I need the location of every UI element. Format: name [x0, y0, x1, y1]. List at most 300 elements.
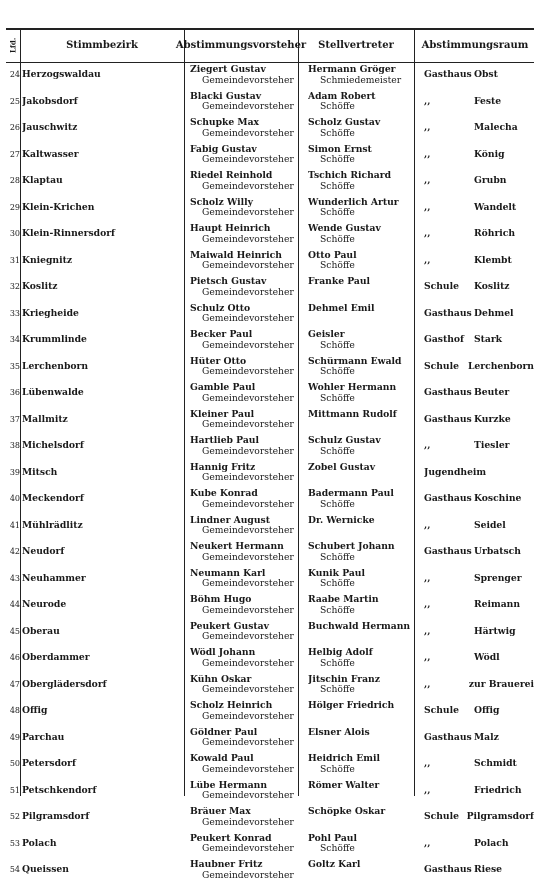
deputy-cell [308, 198, 418, 219]
head-name: Göldner Paul [190, 727, 258, 738]
deputy-name: Otto Paul [308, 250, 357, 261]
room-prefix: ,, [424, 123, 431, 133]
room-prefix: ,, [424, 679, 431, 690]
table-row [6, 275, 534, 302]
head-name: Fabig Gustav [190, 144, 257, 155]
head-name: Pietsch Gustav [190, 277, 267, 287]
room-prefix: Gasthaus [424, 308, 472, 319]
deputy-cell [308, 622, 418, 633]
deputy-role: Schöffe [320, 843, 355, 854]
room-cell [424, 627, 534, 638]
deputy-cell [308, 595, 418, 616]
deputy-cell [308, 118, 418, 139]
table-row [6, 487, 534, 514]
room-prefix: ,, [424, 441, 431, 451]
deputy-cell [308, 304, 418, 315]
room-cell [424, 653, 534, 664]
district-name: Neudorf [22, 547, 65, 557]
room-name: Offig [474, 706, 500, 716]
head-cell [190, 330, 302, 351]
deputy-name: Helbig Adolf [308, 648, 373, 658]
row-number: 49 [9, 732, 20, 742]
deputy-cell [308, 648, 418, 669]
deputy-role: Schöffe [320, 154, 355, 165]
head-cell [190, 224, 302, 245]
deputy-cell [308, 171, 418, 192]
room-cell [424, 759, 534, 770]
row-number: 51 [9, 785, 20, 795]
room-prefix: Gasthof [424, 335, 464, 345]
room-prefix: ,, [424, 202, 431, 213]
table-row [6, 858, 534, 885]
head-name: Schulz Otto [190, 303, 251, 314]
deputy-name: Simon Ernst [308, 144, 372, 155]
deputy-name: Kunik Paul [308, 568, 365, 579]
deputy-role: Schöffe [320, 127, 355, 139]
table-row [6, 169, 534, 196]
head-cell [190, 648, 302, 669]
deputy-name: Heidrich Emil [308, 754, 380, 764]
room-prefix: ,, [424, 600, 431, 610]
deputy-role: Schöffe [320, 498, 355, 510]
table-row [6, 646, 534, 673]
head-cell [190, 118, 302, 139]
room-cell [424, 521, 534, 532]
head-role: Gemeindevorsteher [202, 551, 294, 563]
deputy-name: Raabe Martin [308, 595, 379, 605]
table-row [6, 514, 534, 541]
head-role: Gemeindevorsteher [202, 790, 294, 801]
head-name: Peukert Konrad [190, 833, 272, 844]
head-role: Gemeindevorsteher [202, 684, 294, 695]
room-prefix: ,, [424, 149, 431, 160]
deputy-name: Schulz Gustav [308, 436, 381, 446]
table-row [6, 461, 534, 488]
deputy-role: Schöffe [320, 260, 355, 271]
deputy-name: Wende Gustav [308, 224, 381, 234]
room-cell [424, 123, 534, 134]
deputy-name: Jitschin Franz [308, 674, 380, 685]
room-cell [424, 706, 534, 717]
row-number: 41 [9, 520, 20, 530]
table-row [6, 381, 534, 408]
room-name: Seidel [474, 520, 506, 531]
district-name: Queissen [22, 865, 69, 875]
row-number: 37 [9, 414, 20, 424]
deputy-name: Hermann Gröger [308, 65, 396, 75]
deputy-cell [308, 92, 418, 113]
deputy-role: Schöffe [320, 657, 355, 669]
head-cell [190, 489, 302, 510]
row-number: 47 [9, 679, 20, 689]
district-name: Lerchenborn [22, 361, 89, 372]
deputy-name: Buchwald Hermann [308, 621, 411, 632]
deputy-role: Schöffe [320, 233, 355, 245]
room-cell [424, 786, 534, 797]
room-name: Feste [474, 96, 502, 107]
room-prefix: Schule [424, 812, 459, 822]
district-name: Jakobsdorf [22, 96, 78, 107]
deputy-role: Schöffe [320, 180, 355, 192]
head-cell [190, 410, 302, 431]
district-name: Klein-Krichen [22, 202, 95, 213]
table-row [6, 593, 534, 620]
head-name: Ziegert Gustav [190, 65, 266, 75]
row-number: 29 [9, 202, 20, 212]
head-role: Gemeindevorsteher [202, 657, 294, 669]
room-name: Polach [474, 838, 509, 849]
room-prefix: ,, [424, 229, 431, 239]
row-number: 50 [9, 759, 20, 768]
head-name: Kleiner Paul [190, 409, 255, 420]
deputy-name: Schöpke Oskar [308, 807, 386, 817]
row-number: 27 [9, 149, 20, 159]
room-cell [424, 600, 534, 611]
room-prefix: Gasthaus [424, 70, 472, 80]
room-cell [424, 97, 534, 108]
head-role: Gemeindevorsteher [202, 710, 294, 722]
head-name: Kube Konrad [190, 489, 258, 499]
room-prefix: Schule [424, 282, 459, 292]
deputy-cell [308, 489, 418, 510]
district-name: Mitsch [22, 467, 58, 478]
head-name: Lübe Hermann [190, 780, 268, 791]
deputy-name: Schürmann Ewald [308, 356, 402, 367]
head-cell [190, 622, 302, 643]
head-role: Gemeindevorsteher [202, 180, 294, 192]
row-number: 25 [9, 96, 20, 106]
head-role: Gemeindevorsteher [202, 233, 294, 245]
head-cell [190, 383, 302, 404]
room-name: Klembt [474, 255, 512, 266]
deputy-cell [308, 277, 418, 288]
room-prefix: Gasthaus [424, 547, 472, 557]
head-role: Gemeindevorsteher [202, 816, 294, 828]
deputy-role: Schöffe [320, 207, 355, 218]
district-name: Parchau [22, 732, 65, 743]
deputy-cell [308, 701, 418, 712]
head-name: Haubner Fritz [190, 860, 263, 870]
room-cell [424, 812, 534, 823]
head-name: Wödl Johann [190, 648, 256, 658]
head-role: Gemeindevorsteher [202, 604, 294, 616]
room-cell [424, 309, 534, 320]
head-name: Neukert Hermann [190, 542, 284, 552]
district-name: Neuhammer [22, 573, 86, 584]
row-number: 32 [9, 282, 20, 291]
room-prefix: ,, [424, 785, 431, 796]
deputy-cell [308, 145, 418, 166]
room-cell [424, 203, 534, 214]
head-cell [190, 171, 302, 192]
deputy-cell [308, 728, 418, 739]
deputy-name: Elsner Alois [308, 727, 370, 738]
deputy-name: Dr. Wernicke [308, 515, 375, 526]
deputy-name: Franke Paul [308, 277, 371, 287]
deputy-cell [308, 410, 418, 421]
room-name: Grubn [474, 176, 507, 186]
head-role: Gemeindevorsteher [202, 869, 294, 881]
table-row [6, 63, 534, 90]
district-name: Koslitz [22, 282, 58, 292]
deputy-name: Tschich Richard [308, 171, 392, 181]
head-cell [190, 304, 302, 325]
head-role: Gemeindevorsteher [202, 631, 294, 642]
room-name: König [474, 149, 505, 160]
room-cell [424, 468, 534, 479]
deputy-name: Scholz Gustav [308, 118, 381, 128]
deputy-cell [308, 516, 418, 527]
room-prefix: ,, [424, 573, 431, 584]
room-prefix: ,, [424, 255, 431, 266]
head-cell [190, 436, 302, 457]
row-number: 34 [9, 335, 20, 344]
room-prefix: ,, [424, 653, 431, 663]
table-row [6, 408, 534, 435]
head-role: Gemeindevorsteher [202, 843, 294, 854]
room-cell [424, 441, 534, 452]
row-number: 53 [9, 838, 20, 848]
room-prefix: Schule [424, 706, 459, 716]
room-cell [424, 335, 534, 346]
deputy-cell [308, 463, 418, 474]
deputy-role: Schöffe [320, 551, 355, 563]
deputy-cell [308, 569, 418, 590]
head-role: Gemeindevorsteher [202, 313, 294, 324]
head-name: Becker Paul [190, 330, 253, 340]
room-cell [424, 865, 534, 876]
district-name: Neurode [22, 600, 67, 610]
room-name: Wandelt [474, 202, 517, 213]
district-name: Jauschwitz [22, 123, 78, 133]
room-name: Friedrich [474, 785, 522, 796]
deputy-name: Mittmann Rudolf [308, 409, 397, 420]
head-role: Gemeindevorsteher [202, 207, 294, 218]
table-row [6, 699, 534, 726]
deputy-name: Adam Robert [308, 91, 376, 102]
head-role: Gemeindevorsteher [202, 154, 294, 165]
head-name: Gamble Paul [190, 383, 256, 393]
header-deputy: Stellvertreter [318, 39, 394, 51]
head-name: Hüter Otto [190, 356, 247, 367]
room-name: Röhrich [474, 229, 516, 239]
row-number: 54 [9, 865, 20, 874]
room-name: Härtwig [474, 626, 516, 637]
row-number: 30 [9, 229, 20, 238]
deputy-name: Zobel Gustav [308, 462, 376, 473]
head-name: Böhm Hugo [190, 595, 252, 605]
deputy-role: Schöffe [320, 445, 355, 457]
room-prefix: Gasthaus [424, 732, 472, 743]
district-name: Oberau [22, 626, 60, 637]
room-name: Riese [474, 865, 502, 875]
head-role: Gemeindevorsteher [202, 419, 294, 430]
deputy-role: Schöffe [320, 763, 355, 775]
deputy-name: Badermann Paul [308, 489, 394, 499]
room-name: Malecha [474, 123, 518, 133]
head-role: Gemeindevorsteher [202, 127, 294, 139]
head-role: Gemeindevorsteher [202, 472, 294, 483]
room-cell [424, 256, 534, 267]
room-prefix: ,, [424, 520, 431, 531]
head-cell [190, 198, 302, 219]
room-cell [424, 733, 534, 744]
row-number: 28 [9, 176, 20, 185]
head-cell [190, 595, 302, 616]
district-name: Krummlinde [22, 335, 87, 345]
head-role: Gemeindevorsteher [202, 286, 294, 298]
table-row [6, 726, 534, 753]
head-role: Gemeindevorsteher [202, 737, 294, 748]
room-name: Dehmel [474, 308, 514, 319]
deputy-name: Dehmel Emil [308, 303, 375, 314]
room-name: Koslitz [474, 282, 510, 292]
deputy-role: Schöffe [320, 366, 355, 377]
table-row [6, 620, 534, 647]
table-row [6, 567, 534, 594]
deputy-name: Römer Walter [308, 780, 380, 791]
table-row [6, 540, 534, 567]
room-name: Schmidt [474, 759, 517, 769]
room-cell [424, 150, 534, 161]
head-cell [190, 569, 302, 590]
head-name: Riedel Reinhold [190, 171, 273, 181]
head-role: Gemeindevorsteher [202, 366, 294, 377]
district-name: Petersdorf [22, 759, 76, 769]
district-name: Petschkendorf [22, 785, 97, 796]
head-cell [190, 701, 302, 722]
room-prefix: ,, [424, 838, 431, 849]
room-name: Wödl [474, 653, 500, 663]
room-name: Koschine [474, 494, 522, 504]
head-cell [190, 728, 302, 749]
head-name: Blacki Gustav [190, 91, 262, 102]
table-row [6, 832, 534, 859]
room-cell [424, 282, 534, 293]
head-cell [190, 807, 302, 828]
room-name: Lerchenborn [467, 361, 534, 372]
deputy-role: Schöffe [320, 101, 355, 112]
district-name: Kaltwasser [22, 149, 79, 160]
room-cell [424, 388, 534, 399]
room-name: Stark [474, 335, 503, 345]
deputy-name: Schubert Johann [308, 542, 395, 552]
deputy-cell [308, 860, 418, 871]
district-name: Polach [22, 838, 57, 849]
deputy-cell [308, 542, 418, 563]
deputy-cell [308, 675, 418, 696]
room-cell [424, 574, 534, 585]
table-row [6, 116, 534, 143]
head-role: Gemeindevorsteher [202, 498, 294, 510]
room-prefix: Jugendheim [424, 467, 487, 478]
district-name: Meckendorf [22, 494, 84, 504]
district-name: Mallmitz [22, 414, 68, 425]
head-role: Gemeindevorsteher [202, 339, 294, 351]
table-row [6, 355, 534, 382]
table-row [6, 302, 534, 329]
deputy-name: Hölger Friedrich [308, 701, 395, 711]
room-cell [424, 839, 534, 850]
head-name: Neumann Karl [190, 568, 266, 579]
head-role: Gemeindevorsteher [202, 445, 294, 457]
head-cell [190, 834, 302, 855]
head-cell [190, 781, 302, 802]
row-number: 45 [9, 626, 20, 636]
room-cell [424, 70, 534, 81]
table-row [6, 143, 534, 170]
row-number: 35 [9, 361, 20, 371]
room-name: Sprenger [474, 573, 522, 584]
room-prefix: Gasthaus [424, 388, 472, 398]
head-role: Gemeindevorsteher [202, 392, 294, 404]
head-cell [190, 277, 302, 298]
deputy-role: Schöffe [320, 604, 355, 616]
deputy-name: Wunderlich Artur [308, 197, 399, 208]
deputy-name: Pohl Paul [308, 833, 357, 844]
head-name: Scholz Heinrich [190, 701, 273, 711]
row-number: 42 [9, 547, 20, 556]
row-number: 26 [9, 123, 20, 132]
district-name: Klein-Rinnersdorf [22, 229, 115, 239]
header-head: Abstimmungsvorsteher [175, 39, 307, 51]
head-role: Gemeindevorsteher [202, 74, 294, 86]
head-name: Lindner August [190, 515, 270, 526]
head-cell [190, 675, 302, 696]
room-prefix: Gasthaus [424, 865, 472, 875]
row-number: 39 [9, 467, 20, 477]
head-role: Gemeindevorsteher [202, 101, 294, 112]
table-row [6, 779, 534, 806]
deputy-name: Geisler [308, 330, 345, 340]
head-name: Haupt Heinrich [190, 224, 271, 234]
table-row [6, 328, 534, 355]
head-name: Peukert Gustav [190, 621, 269, 632]
table-row [6, 434, 534, 461]
head-cell [190, 516, 302, 537]
deputy-name: Goltz Karl [308, 860, 361, 870]
head-name: Maiwald Heinrich [190, 250, 282, 261]
table-row [6, 90, 534, 117]
room-name: Obst [474, 70, 498, 80]
head-role: Gemeindevorsteher [202, 763, 294, 775]
room-cell [424, 680, 534, 691]
row-number: 46 [9, 653, 20, 662]
room-cell [424, 494, 534, 505]
head-cell [190, 251, 302, 272]
table-row [6, 249, 534, 276]
room-name: Beuter [474, 388, 510, 398]
room-cell [424, 176, 534, 187]
header-room: Abstimmungsraum [421, 39, 529, 51]
head-cell [190, 754, 302, 775]
deputy-cell [308, 65, 418, 86]
room-prefix: ,, [424, 96, 431, 107]
head-name: Bräuer Max [190, 807, 251, 817]
room-cell [424, 415, 534, 426]
deputy-role: Schöffe [320, 339, 355, 351]
row-number: 44 [9, 600, 20, 609]
room-prefix: ,, [424, 626, 431, 637]
room-name: zur Brauerei [468, 679, 534, 690]
head-name: Scholz Willy [190, 197, 253, 208]
table-row [6, 673, 534, 700]
deputy-role: Schöffe [320, 392, 355, 404]
table-row [6, 805, 534, 832]
row-number: 38 [9, 441, 20, 450]
table-row [6, 222, 534, 249]
head-cell [190, 145, 302, 166]
